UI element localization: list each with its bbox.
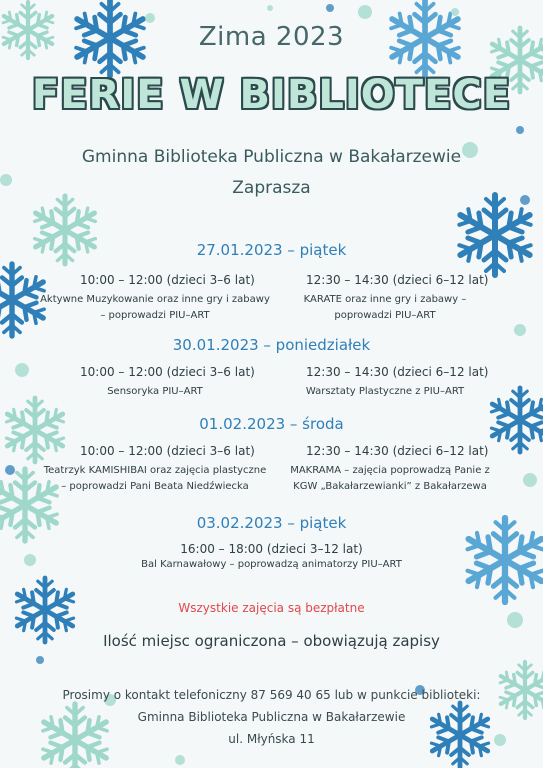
contact-address: ul. Młyńska 11 xyxy=(228,732,315,746)
contact-phone: Prosimy o kontakt telefoniczny 87 569 40 65 lub w punkcie biblioteki: xyxy=(62,688,481,702)
session-description: KARATE oraz inne gry i zabawy – poprowadzi PIU–ART xyxy=(303,294,467,321)
contact-info xyxy=(0,684,543,750)
invites-text: Zaprasza xyxy=(232,178,311,198)
subtitle: Zima 2023 xyxy=(198,22,345,52)
session-time: 12:30 – 14:30 (dzieci 6–12 lat) xyxy=(306,365,489,379)
session-time: 10:00 – 12:00 (dzieci 3–6 lat) xyxy=(80,444,255,458)
limit-notice: Ilość miejsc ograniczona – obowiązują zapisy xyxy=(103,632,440,650)
day-date: 03.02.2023 – piątek xyxy=(196,514,347,532)
organizer: Gminna Biblioteka Publiczna w Bakałarzewie xyxy=(81,147,462,167)
session-time: 16:00 – 18:00 (dzieci 3–12 lat) xyxy=(180,542,363,556)
session-time: 12:30 – 14:30 (dzieci 6–12 lat) xyxy=(306,273,489,287)
session-time: 10:00 – 12:00 (dzieci 3–6 lat) xyxy=(80,365,255,379)
session-description: Bal Karnawałowy – poprowadzą animatorzy PIU–ART xyxy=(141,559,402,570)
session-description: Warsztaty Plastyczne z PIU–ART xyxy=(305,386,465,397)
session-time: 12:30 – 14:30 (dzieci 6–12 lat) xyxy=(306,444,489,458)
session-description: Sensoryka PIU–ART xyxy=(107,386,203,397)
session-description: Aktywne Muzykowanie oraz inne gry i zabawy – poprowadzi PIU–ART xyxy=(40,294,270,321)
day-date: 27.01.2023 – piątek xyxy=(196,241,347,259)
session-time: 10:00 – 12:00 (dzieci 3–6 lat) xyxy=(80,273,255,287)
free-notice: Wszystkie zajęcia są bezpłatne xyxy=(178,601,365,615)
session-description: MAKRAMA – zajęcia poprowadzą Panie z KGW „Bakałarzewianki” z Bakałarzewa xyxy=(290,465,490,492)
day-date: 30.01.2023 – poniedziałek xyxy=(172,336,371,354)
page-title: FERIE W BIBLIOTECE xyxy=(31,72,512,118)
session-description: Teatrzyk KAMISHIBAI oraz zajęcia plastyczne – poprowadzi Pani Beata Niedźwiecka xyxy=(43,465,267,492)
day-date: 01.02.2023 – środa xyxy=(199,415,344,433)
contact-library: Gminna Biblioteka Publiczna w Bakałarzewie xyxy=(137,710,406,724)
